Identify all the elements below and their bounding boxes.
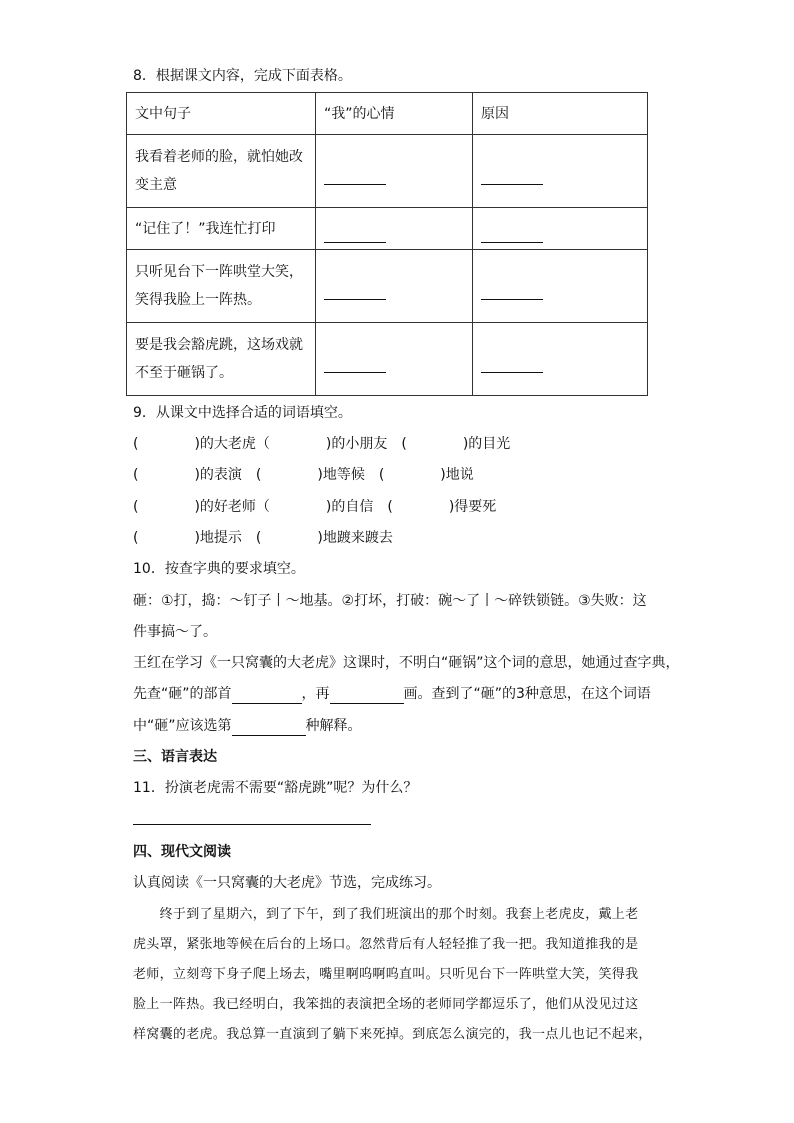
- reason-blank[interactable]: [473, 250, 648, 323]
- table-header-sentence: 文中句子: [127, 93, 316, 135]
- reading-passage: [133, 900, 661, 1050]
- passage-line: 老师，立刻弯下身子爬上场去，嘴里啊呜啊呜直叫。只听见台下一阵哄堂大笑，笑得我: [133, 967, 639, 982]
- question-9-title: 9．从课文中选择合适的词语填空。: [133, 405, 352, 421]
- reading-instruction: 认真阅读《一只窝囊的大老虎》节选，完成练习。: [133, 875, 441, 891]
- sentence-line: 不至于砸锅了。: [135, 365, 233, 381]
- text-segment: 中“砸”应该选第: [133, 718, 232, 734]
- question-10-title: 10．按查字典的要求填空。: [133, 561, 305, 577]
- fill-row[interactable]: ( )的大老虎（ )的小朋友 ( )的目光: [133, 436, 511, 452]
- answer-line: [481, 228, 543, 243]
- answer-line: [324, 170, 386, 185]
- section-3-heading: 三、语言表达: [133, 749, 217, 765]
- sentence-line: 要是我会豁虎跳，这场戏就: [135, 337, 303, 353]
- table-cell-sentence: [127, 135, 316, 208]
- stroke-count-blank[interactable]: [330, 687, 404, 704]
- table-row: [127, 250, 648, 323]
- answer-line: [324, 228, 386, 243]
- section-4-heading: 四、现代文阅读: [133, 844, 231, 860]
- table-row: [127, 323, 648, 396]
- table-cell-sentence: [127, 323, 316, 396]
- dictionary-definition-cont: 件事搞～了。: [133, 624, 217, 640]
- question-8-title: 8．根据课文内容，完成下面表格。: [133, 68, 352, 84]
- table-row: [127, 135, 648, 208]
- table-header-mood: “我”的心情: [316, 93, 473, 135]
- mood-blank[interactable]: [316, 323, 473, 396]
- sentence-line: 变主意: [135, 177, 177, 193]
- text-segment: 种解释。: [305, 718, 362, 734]
- fill-row[interactable]: ( )的表演 ( )地等候 ( )地说: [133, 467, 474, 483]
- sentence-line: 笑得我脸上一阵热。: [135, 292, 261, 308]
- mood-blank[interactable]: [316, 208, 473, 250]
- sentence-line: 我看着老师的脸，就怕她改: [135, 149, 303, 165]
- mood-blank[interactable]: [316, 135, 473, 208]
- answer-line: [324, 358, 386, 373]
- dictionary-definition: 砸：①打，捣：～钉子丨～地基。②打坏，打破：碗～了丨～碎铁锁链。③失败：这: [133, 593, 647, 609]
- question-10-line2: [133, 684, 651, 704]
- table-cell-sentence: [127, 208, 316, 250]
- table-header-row: [127, 93, 648, 135]
- table-cell-sentence: [127, 250, 316, 323]
- passage-line: 样窝囊的老虎。我总算一直演到了躺下来死掉。到底怎么演完的，我一点儿也记不起来，: [133, 1027, 652, 1042]
- passage-line: 虎头罩，紧张地等候在后台的上场口。忽然背后有人轻轻推了我一把。我知道推我的是: [133, 937, 639, 952]
- text-segment: ，再: [301, 686, 330, 702]
- text-segment: 画。查到了“砸”的3种意思，在这个词语: [403, 686, 651, 702]
- meaning-number-blank[interactable]: [232, 719, 306, 736]
- reason-blank[interactable]: [473, 323, 648, 396]
- answer-line: [481, 170, 543, 185]
- fill-row[interactable]: ( )的好老师（ )的自信 ( )得要死: [133, 499, 497, 515]
- question-11-title: 11．扮演老虎需不需要“豁虎跳”呢？为什么？: [133, 780, 418, 796]
- radical-blank[interactable]: [232, 687, 302, 704]
- table-row: [127, 208, 648, 250]
- reason-blank[interactable]: [473, 208, 648, 250]
- question-10-paragraph: 王红在学习《一只窝囊的大老虎》这课时，不明白“砸锅”这个词的意思，她通过查字典，: [133, 655, 680, 671]
- passage-line: 脸上一阵热。我已经明白，我笨拙的表演把全场的老师同学都逗乐了，他们从没见过这: [133, 997, 639, 1012]
- mood-blank[interactable]: [316, 250, 473, 323]
- table-header-reason: 原因: [473, 93, 648, 135]
- sentence-line: “记住了！”我连忙打印: [135, 220, 276, 237]
- fill-row[interactable]: ( )地提示 ( )地踱来踱去: [133, 530, 393, 546]
- answer-line: [481, 285, 543, 300]
- passage-line: 终于到了星期六，到了下午，到了我们班演出的那个时刻。我套上老虎皮，戴上老: [133, 907, 639, 922]
- reason-blank[interactable]: [473, 135, 648, 208]
- text-segment: 先查“砸”的部首: [133, 686, 232, 702]
- answer-line: [481, 358, 543, 373]
- sentence-line: 只听见台下一阵哄堂大笑，: [135, 264, 303, 280]
- question-8-table: [126, 92, 648, 396]
- answer-line-11[interactable]: [133, 824, 371, 825]
- question-10-line3: [133, 716, 362, 736]
- answer-line: [324, 285, 386, 300]
